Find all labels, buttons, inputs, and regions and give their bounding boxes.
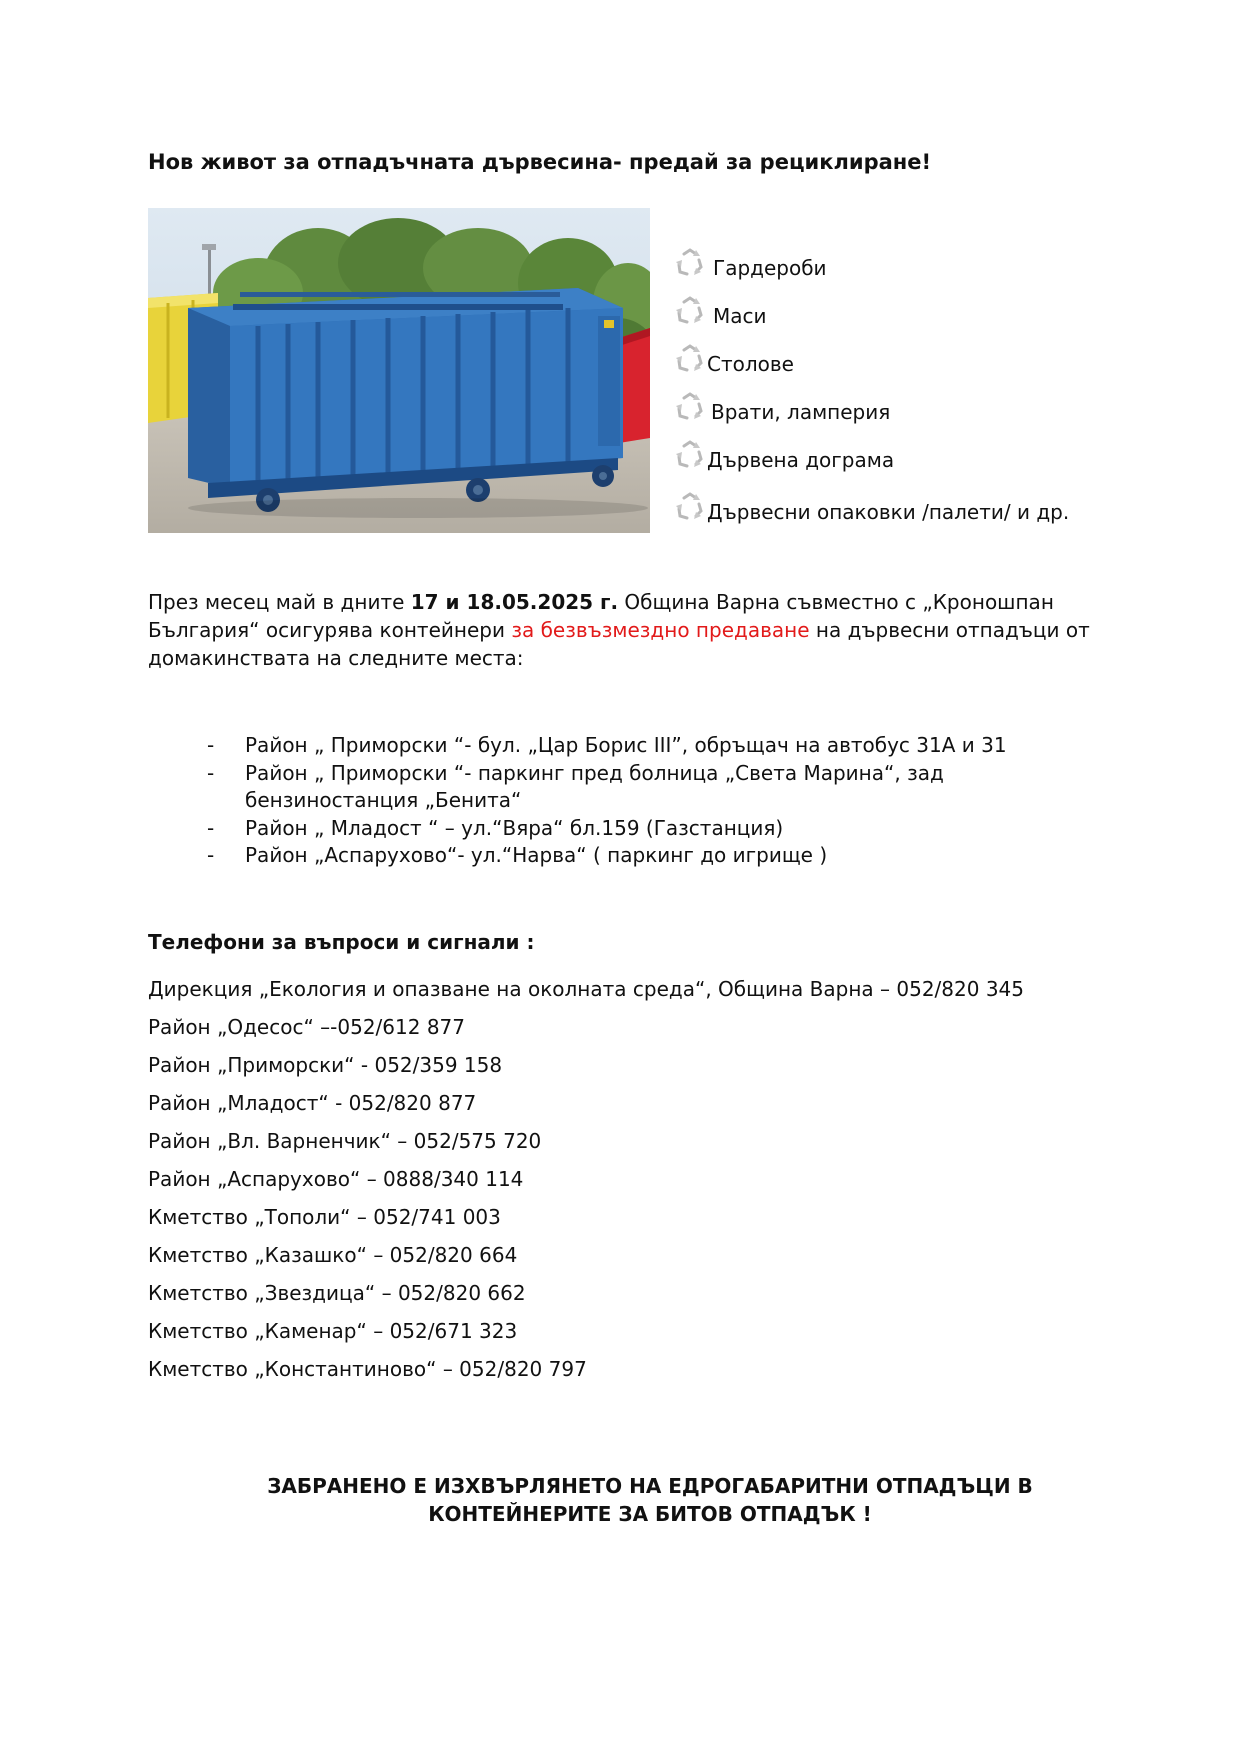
- phone-line: Кметство „Константиново“ – 052/820 797: [148, 1357, 587, 1381]
- location-text: Район „ Приморски “- паркинг пред болница „Света Марина“, зад бензиностанция „Бенита“: [245, 760, 944, 812]
- recycle-icon: [673, 438, 707, 477]
- recycle-icon: [673, 246, 707, 285]
- recycle-icon: [673, 294, 707, 333]
- phone-line: Кметство „Казашко“ – 052/820 664: [148, 1243, 518, 1267]
- bullet-dash: -: [207, 760, 215, 785]
- info-text-1: През месец май в дните: [148, 590, 411, 614]
- recycle-icon: [673, 390, 707, 429]
- info-paragraph: [148, 588, 1108, 672]
- location-item: [207, 732, 1107, 760]
- page-title: Нов живот за отпадъчната дървесина- предай за рециклиране!: [148, 150, 932, 174]
- locations-list: [207, 732, 1107, 870]
- location-item: [207, 760, 1107, 815]
- info-text-3: на дървесни отпадъци от домакинствата на следните места:: [148, 618, 1090, 670]
- phone-line: Кметство „Тополи“ – 052/741 003: [148, 1205, 501, 1229]
- free-handover-text: за безвъзмездно предаване: [511, 618, 810, 642]
- phone-line: Район „Аспарухово“ – 0888/340 114: [148, 1167, 524, 1191]
- location-item: [207, 815, 1107, 843]
- phone-line: Район „Приморски“ - 052/359 158: [148, 1053, 503, 1077]
- material-label: Столове: [707, 352, 794, 376]
- warning-line-1: ЗАБРАНЕНО Е ИЗХВЪРЛЯНЕТО НА ЕДРОГАБАРИТНИ ОТПАДЪЦИ В: [267, 1474, 1033, 1498]
- material-label: Гардероби: [713, 256, 827, 280]
- bullet-dash: -: [207, 733, 215, 757]
- phone-line: Район „Вл. Варненчик“ – 052/575 720: [148, 1129, 542, 1153]
- phone-line: Район „Младост“ - 052/820 877: [148, 1091, 477, 1115]
- info-text-2: Община Варна съвместно с „Кроношпан България“ осигурява контейнери: [148, 590, 1054, 642]
- bullet-dash: -: [207, 815, 215, 840]
- material-label: Врати, ламперия: [711, 400, 891, 424]
- bullet-dash: -: [207, 843, 215, 867]
- waste-container-photo: [148, 208, 650, 533]
- phone-line: Кметство „Звездица“ – 052/820 662: [148, 1281, 526, 1305]
- phones-list: [148, 970, 1024, 1388]
- recycle-icon: [673, 342, 707, 381]
- location-text: Район „ Младост “ – ул.“Вяра“ бл.159 (Газстанция): [245, 815, 784, 840]
- recycle-icon: [673, 490, 707, 529]
- material-label: Дървесни опаковки /палети/ и др.: [707, 500, 1070, 524]
- warning-notice: [200, 1472, 1100, 1528]
- location-text: Район „Аспарухово“- ул.“Нарва“ ( паркинг до игрище ): [245, 843, 828, 867]
- material-label: Дървена дограма: [707, 448, 895, 472]
- warning-line-2: КОНТЕЙНЕРИТЕ ЗА БИТОВ ОТПАДЪК !: [428, 1502, 872, 1526]
- location-text: Район „ Приморски “- бул. „Цар Борис III”, обръщач на автобус 31А и 31: [245, 733, 1007, 757]
- phone-line: Район „Одесос“ –-052/612 877: [148, 1015, 466, 1039]
- material-label: Маси: [713, 304, 767, 328]
- location-item: [207, 842, 1107, 870]
- phone-line: Дирекция „Екология и опазване на околната среда“, Община Варна – 052/820 345: [148, 977, 1024, 1001]
- collection-dates: 17 и 18.05.2025 г.: [410, 590, 619, 614]
- phones-heading: Телефони за въпроси и сигнали :: [148, 930, 535, 954]
- phone-line: Кметство „Каменар“ – 052/671 323: [148, 1319, 518, 1343]
